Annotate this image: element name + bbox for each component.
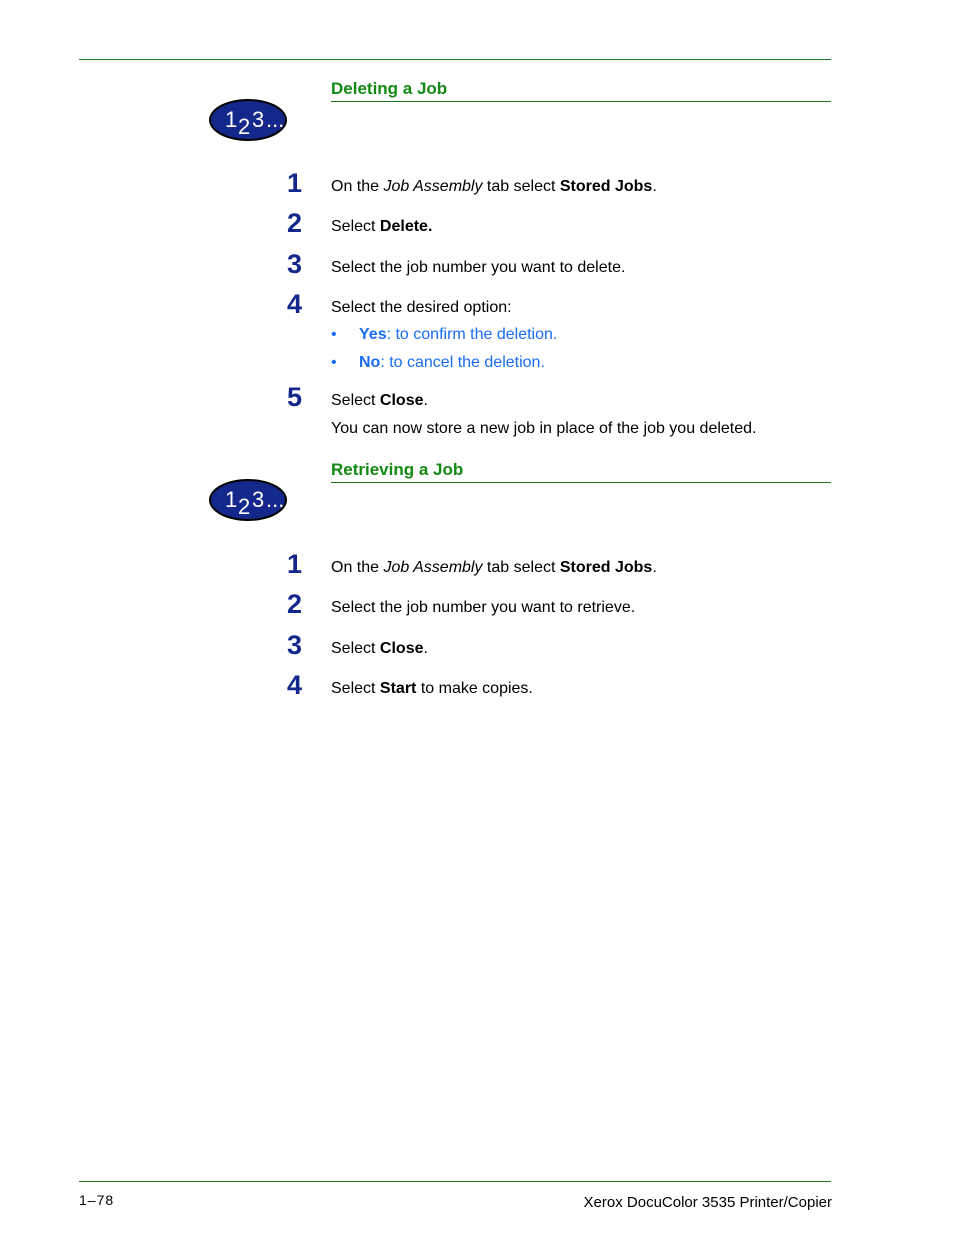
step-text: Select Close.: [331, 392, 428, 409]
step-text: Select Close.: [331, 640, 428, 657]
bullet-item: • No: to cancel the deletion.: [331, 354, 545, 371]
steps-badge-icon: 1 2 3 ...: [209, 99, 287, 141]
step-note: You can now store a new job in place of the job you deleted.: [331, 420, 757, 437]
step-number: 2: [287, 589, 303, 619]
step-text: Select Start to make copies.: [331, 680, 533, 697]
step-text: Select the job number you want to retrieve.: [331, 599, 636, 616]
bottom-rule: [79, 1181, 831, 1182]
step-number: 1: [287, 549, 303, 579]
bullet-item: • Yes: to confirm the deletion.: [331, 326, 558, 343]
step-number: 1: [287, 168, 303, 198]
step-number: 4: [287, 670, 303, 700]
top-rule: [79, 59, 831, 60]
page-number: 1–78: [79, 1192, 115, 1208]
section-title-deleting: Deleting a Job: [331, 79, 831, 102]
step-number: 2: [287, 208, 303, 238]
step-text: On the Job Assembly tab select Stored Jobs.: [331, 178, 657, 195]
steps-badge-icon: 1 2 3 ...: [209, 479, 287, 521]
step-number: 3: [287, 249, 303, 279]
step-text: Select the job number you want to delete.: [331, 259, 626, 276]
step-text: Select the desired option:: [331, 299, 512, 316]
step-text: On the Job Assembly tab select Stored Jobs.: [331, 559, 657, 576]
step-number: 5: [287, 382, 303, 412]
product-name: Xerox DocuColor 3535 Printer/Copier: [583, 1194, 832, 1211]
step-number: 3: [287, 630, 303, 660]
step-number: 4: [287, 289, 303, 319]
step-text: Select Delete.: [331, 218, 433, 235]
section-title-retrieving: Retrieving a Job: [331, 460, 831, 483]
